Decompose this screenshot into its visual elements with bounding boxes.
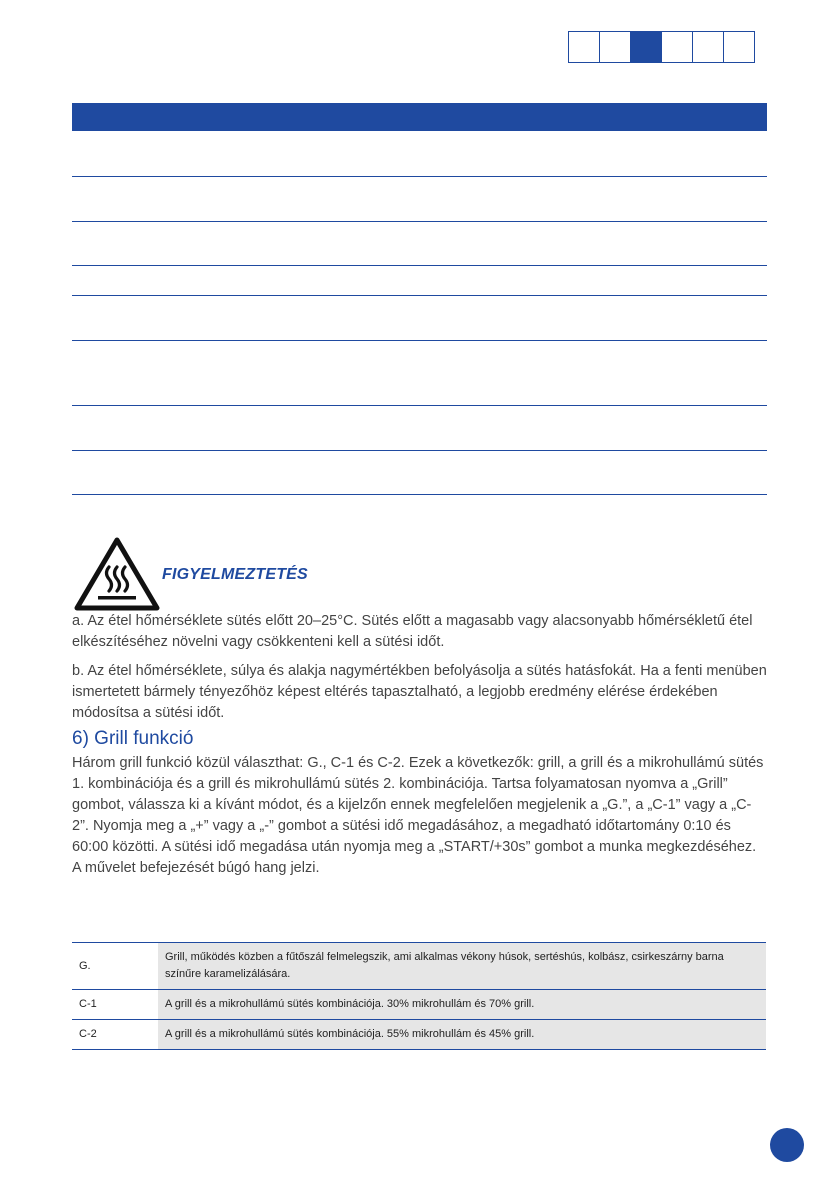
chapter-tab-active[interactable] [630, 31, 662, 63]
table-rule [72, 405, 767, 406]
chapter-tab[interactable] [568, 31, 600, 63]
mode-description: A grill és a mikrohullámú sütés kombinációja. 55% mikrohullám és 45% grill. [158, 1020, 766, 1050]
chapter-tab[interactable] [661, 31, 693, 63]
mode-description: A grill és a mikrohullámú sütés kombinációja. 30% mikrohullám és 70% grill. [158, 990, 766, 1020]
mode-description: Grill, működés közben a fűtőszál felmelegszik, ami alkalmas vékony húsok, sertéshús, kolbász, csirkeszárny barna színűre karamelizálására. [158, 943, 766, 990]
table-rule [72, 450, 767, 451]
chapter-tab[interactable] [599, 31, 631, 63]
warning-paragraph-a: a. Az étel hőmérséklete sütés előtt 20–25°C. Sütés előtt a magasabb vagy alacsonyabb hőmérsékletű étel elkészítéséhez növelni vagy csökkenteni kell a sütési időt. [72, 613, 753, 650]
table-rule [72, 295, 767, 296]
mode-code: C-2 [79, 1028, 97, 1040]
warning-paragraph-b: b. Az étel hőmérséklete, súlya és alakja nagymértékben befolyásolja a sütés hatásfokát. Ha a fenti menüben ismertetett bármely tényezőhöz képest eltérés tapasztalható, a legjobb eredmény elérése érdekében módosítsa a sütési időt. [72, 663, 767, 721]
table-rule [72, 265, 767, 266]
grill-description: Három grill funkció közül választhat: G., C-1 és C-2. Ezek a következők: grill, a grill és a mikrohullámú sütés 1. kombinációja és a grill és mikrohullámú sütés 2. kombinációja. Tartsa folyamatosan nyomva a „Grill” gombot, válassza ki a kívánt módot, és a kijelzőn ennek megfelelően megjelenik a „G.”, a „C-1” vagy a „C-2”. Nyomja meg a „+” vagy a „-” gombot a sütési idő megadásához, a megadható időtartomány 0:10 és 60:00 közötti. A sütési idő megadása után nyomja meg a „START/+30s” gombot a munka megkezdéséhez. A művelet befejezését búgó hang jelzi. [72, 755, 764, 876]
table-row [72, 990, 766, 1020]
table-rule [72, 340, 767, 341]
table-header-bar [72, 103, 767, 131]
warning-title: FIGYELMEZTETÉS [162, 566, 308, 583]
grill-modes-table [72, 942, 766, 1050]
hot-surface-warning-icon [74, 537, 160, 611]
mode-code: C-1 [79, 998, 97, 1010]
mode-code: G. [79, 959, 91, 972]
table-rule [72, 176, 767, 177]
chapter-tab[interactable] [723, 31, 755, 63]
chapter-tabs [569, 31, 755, 63]
table-rule [72, 221, 767, 222]
page-marker [770, 1128, 804, 1162]
table-rule [72, 494, 767, 495]
table-row [72, 1020, 766, 1050]
chapter-tab[interactable] [692, 31, 724, 63]
section-title-grill: 6) Grill funkció [72, 728, 194, 749]
table-row [72, 943, 766, 990]
